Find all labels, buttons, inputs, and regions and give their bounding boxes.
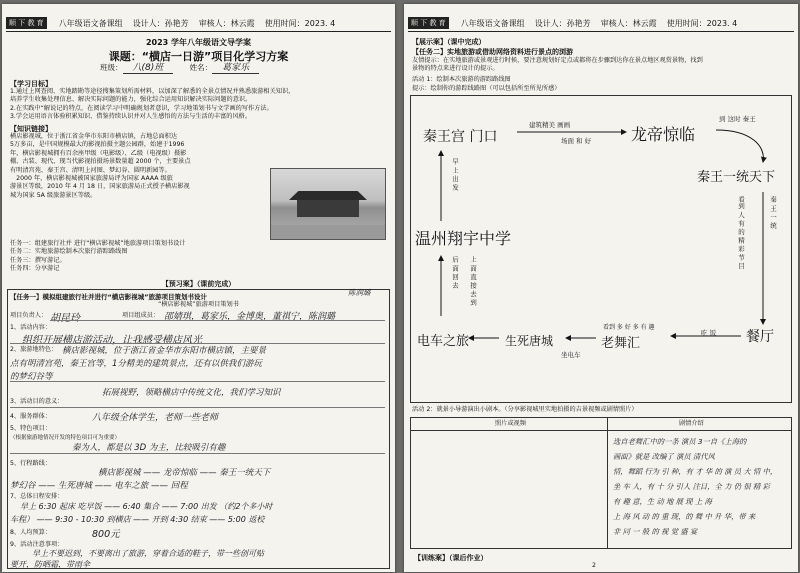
special-note: （根据旅游地情况开发的特色项目可为重要） bbox=[10, 435, 121, 441]
doc-title: 2023 学年八年级语文导学案 bbox=[145, 38, 252, 47]
audience-label: 4、服务群体： bbox=[10, 413, 52, 420]
name-value: 葛家乐 bbox=[212, 63, 259, 74]
content-hand: 组织开展横店游活动，让我感受横店风光 bbox=[22, 335, 202, 346]
goal-item: 3.学会运用语言体验积累知识、借鉴持续认识并对人生感悟的方法与生活的丰富的风格。 bbox=[10, 113, 252, 121]
designer-label: 设计人：孙艳芳 bbox=[534, 19, 591, 28]
hint-label: 提示：绘制你的游踪线路图（可以包括所至所见所感） bbox=[412, 85, 561, 92]
script-table bbox=[410, 417, 792, 549]
members-label: 项目组成员： bbox=[122, 312, 160, 319]
school-logo: 顺 下 教 育 bbox=[6, 17, 47, 29]
purpose-label: 3、活动目的意义： bbox=[10, 398, 64, 405]
audience-hand: 八年级全体学生，老师一些老师 bbox=[92, 413, 219, 423]
knowledge-line: 2000 年，横店影视城被国家旅游局评为国家 AAAA 级旅 bbox=[10, 175, 173, 183]
plot-line: 非 同 一 般 的 视 觉 盛 宴 bbox=[613, 527, 698, 536]
feature-label: 2、旅游地特色： bbox=[10, 346, 58, 353]
map-stop-longdi: 龙帝惊临 bbox=[631, 125, 696, 144]
map-note: 场面 和 好 bbox=[561, 137, 592, 145]
reviewer-label: 审核人：林云霞 bbox=[198, 19, 255, 28]
hengdian-photo bbox=[270, 168, 386, 240]
map-note-vertical: 看到 人 有 的 精 彩 节 目 bbox=[737, 196, 745, 269]
map-stop-shengsi: 生死唐城 bbox=[505, 334, 554, 348]
goal-item: 培养学生收集处理信息、解决实际问题的能力，强化综合运用知识解决实际问题的意识。 bbox=[10, 96, 252, 104]
class-name-row bbox=[100, 64, 259, 72]
knowledge-heading: 【知识链接】 bbox=[10, 125, 52, 133]
task1-heading: 【任务一】模拟组建旅行社并进行“横店影视城”旅游项目策划书设计 bbox=[10, 293, 208, 301]
purpose-hand: 拓展视野，领略横店中传统文化，我们学习知识 bbox=[102, 388, 281, 398]
goal-item: 2.在实践中“解说记的特点，在阅读学习中明确规划者意识，学习地策划书与文学画的写作方法。 bbox=[10, 104, 273, 112]
map-stop-dianche: 电车之旅 bbox=[417, 334, 470, 349]
plot-line: 有 趣 意，生 动 地 展 现 上 海 bbox=[613, 497, 712, 506]
map-note: 建筑精美 画画 bbox=[529, 121, 571, 129]
school-logo: 顺 下 教 育 bbox=[408, 17, 449, 29]
designer-label: 设计人：孙艳芳 bbox=[132, 19, 189, 28]
goals-heading: 【学习目标】 bbox=[10, 80, 52, 88]
activity1-label: 活动 1：绘制本次旅游的游踪路线图 bbox=[412, 76, 511, 83]
corner-note: 陈润璐 bbox=[348, 288, 371, 297]
task-item: 任务四：分享游记 bbox=[10, 265, 60, 273]
plot-handwriting bbox=[613, 434, 789, 539]
table-header-media: 照片或视频 bbox=[495, 420, 526, 427]
map-note-vertical: 秦 王 一 统 bbox=[769, 196, 777, 229]
route-map bbox=[410, 95, 792, 403]
feature-hand-3: 的梦幻谷等 bbox=[10, 372, 53, 382]
task2-desc-line: 友情提示：在实地旅游或景观进行时候，要注意规划好定点或都将在步骤到达你在景点地区观赏景物，找到 bbox=[412, 57, 703, 64]
plot-line: 上 海 风 动 的 重 现，的 舞 中 升 华，带 来 bbox=[613, 512, 756, 521]
usetime-label: 使用时间：2023. 4 bbox=[666, 19, 738, 28]
usetime-label: 使用时间：2023. 4 bbox=[264, 19, 336, 28]
plot-line: 坐 车 人，有 十 分 引人 注目，全 力 仍 很 精 彩 bbox=[613, 482, 770, 491]
task2-heading: 【任务二】实地旅游或借助网络资料进行景点的浏游 bbox=[412, 48, 573, 56]
schedule-label: 7、总体日程安排： bbox=[10, 493, 64, 500]
preview-heading: 【预习案】（课前完成） bbox=[161, 280, 236, 288]
right-header bbox=[408, 10, 794, 32]
route-hand-2: 梦幻谷 —— 生死唐城 —— 电车之旅 —— 回程 bbox=[10, 481, 188, 491]
page-number: 2 bbox=[592, 562, 596, 569]
feature-hand-2: 点有明清宫苑，秦王宫等，1分精美的建筑景点，还有以供我们游玩 bbox=[10, 359, 262, 369]
reviewer-label: 审核人：林云霞 bbox=[600, 19, 657, 28]
task-item: 任务一：组建旅行社并 进行“横店影视城”地旅游项目策划书设计 bbox=[10, 240, 186, 247]
course-label: 八年级语文备课组 bbox=[58, 19, 123, 28]
leader-value: 胡昆玲 bbox=[50, 313, 80, 324]
notice-hand-2: 要开，防晒霜，带雨伞 bbox=[10, 560, 90, 569]
map-note: 到 这时 秦王 bbox=[719, 115, 756, 123]
goal-item: 1.通过上网查阅、实地踏勘等途径搜集策划所需材料，以加深了解悉的全景点情况并熟悉旅游相关知识， bbox=[10, 88, 295, 95]
table-header-plot: 剧情介绍 bbox=[679, 420, 704, 427]
knowledge-line: 棚、古装、现代、现当代影视拍摄场景数量超 2000 个，主要景点 bbox=[10, 158, 191, 166]
map-note-vertical: 上 面 直 接 去 到 bbox=[469, 256, 477, 306]
schedule-hand: 早上 6:30 起床 吃早饭 —— 6:40 集合 —— 7:00 出发 （约2个多小时 bbox=[20, 502, 273, 511]
notice-hand: 早上不要迟到，不要离出了旅游，穿着合适的鞋子，带一些创可贴 bbox=[32, 549, 264, 558]
map-note: 坐电车 bbox=[561, 351, 581, 359]
plot-line: 画面》就是 改编了 演员 清代风 bbox=[613, 452, 715, 461]
right-page bbox=[404, 4, 798, 572]
schedule-hand-2: 车程） —— 9:30 - 10:30 到横店 —— 开到 4:30 结束 —— 5:00 返校 bbox=[10, 515, 265, 524]
map-stop-laohai: 老舞汇 bbox=[601, 336, 641, 351]
map-stop-qinwang-gate: 秦王宫 门口 bbox=[423, 129, 498, 145]
map-note: 吃 饭 bbox=[701, 329, 717, 337]
knowledge-line: 5万多亩，是中国规模最大的影视拍摄主题公园群，始建于1996 bbox=[10, 141, 185, 149]
leader-label: 项目负责人： bbox=[10, 312, 48, 319]
knowledge-line: 有明清宫苑、秦王宫、清明上河图、梦幻谷、圆明新园等。 bbox=[10, 166, 171, 174]
members-value: 邵婧琪，葛家乐，金博奥，董祺宁，陈润璐 bbox=[164, 312, 336, 322]
special-hand: 秦为人，都是以 3D 为主，比较吸引有趣 bbox=[72, 443, 226, 453]
task2-desc-line: 景物的特点来进行设计的提示。 bbox=[412, 65, 499, 73]
task-item: 任务三：撰写游记。 bbox=[10, 256, 66, 264]
knowledge-line: 城为国家 5A 级旅游景区等级。 bbox=[10, 191, 97, 199]
map-note-vertical: 早 上 出 发 bbox=[451, 158, 459, 191]
left-header bbox=[6, 10, 391, 32]
knowledge-text bbox=[10, 133, 268, 200]
showcase-heading: 【展示案】（课中完成） bbox=[412, 38, 486, 46]
plot-line: 情，舞蹈 行为 引 种，有 才 华 的 演 员 大 情 中， bbox=[613, 467, 778, 476]
task-list bbox=[10, 240, 390, 274]
special-label: 5、特色项目： bbox=[10, 425, 52, 432]
task-item: 任务二：实地旅游绘制本次旅行游踪路线图 bbox=[10, 248, 128, 256]
map-stop-canting: 餐厅 bbox=[746, 329, 774, 345]
knowledge-line: 年，横店影视城拥有百余座甲级（电影级）、乙级（电视级）摄影 bbox=[10, 149, 187, 157]
route-hand: 横店影视城 —— 龙帝惊临 —— 秦王一统天下 bbox=[98, 468, 271, 478]
training-heading: 【训练案】（课后作业） bbox=[414, 554, 488, 562]
budget-value: 800元 bbox=[92, 529, 120, 540]
activity2-label: 活动 2：就景小导游演出小剧本。（分享影视城里实地拍摄的吉景视频或剧情照片） bbox=[412, 406, 638, 413]
route-label: 5、行程路线： bbox=[10, 460, 52, 467]
map-stop-school: 温州翔宇中学 bbox=[415, 229, 512, 248]
task2-desc bbox=[412, 57, 794, 74]
plot-line: 选自老舞汇中的一条 演员 3一自《上海的 bbox=[613, 437, 747, 446]
left-page bbox=[2, 4, 395, 572]
feature-hand-1: 横店影视城，位于浙江省金华市东阳市横店镇，主要景 bbox=[62, 346, 267, 356]
goals-list bbox=[10, 88, 390, 122]
content-label: 1、活动内容： bbox=[10, 324, 52, 331]
notice-label: 9、活动注意事项： bbox=[10, 541, 64, 548]
lesson-title: 课题：“横店一日游”项目化学习方案 bbox=[108, 50, 289, 63]
map-note: 看到 多 好 多 有 趣 bbox=[603, 324, 655, 331]
knowledge-line: 横店影视城，位于浙江省金华市东阳市横店镇，占地总面积达 bbox=[10, 133, 178, 140]
name-label: 姓名： bbox=[189, 63, 213, 72]
class-value: 八(8)班 bbox=[123, 63, 174, 74]
map-note-vertical: 后 面 回 去 bbox=[451, 256, 459, 289]
knowledge-line: 游景区等级，2010 年 4 月 18 日，国家旅游局正式授予横店影视 bbox=[10, 183, 190, 191]
budget-label: 8、人均预算： bbox=[10, 529, 52, 536]
course-label: 八年级语文备课组 bbox=[460, 19, 525, 28]
class-label: 班级： bbox=[100, 63, 123, 72]
map-stop-qinwang-yitong: 秦王一统天下 bbox=[697, 170, 776, 185]
plan-title: “横店影视城”旅游项目策划书 bbox=[158, 301, 239, 308]
